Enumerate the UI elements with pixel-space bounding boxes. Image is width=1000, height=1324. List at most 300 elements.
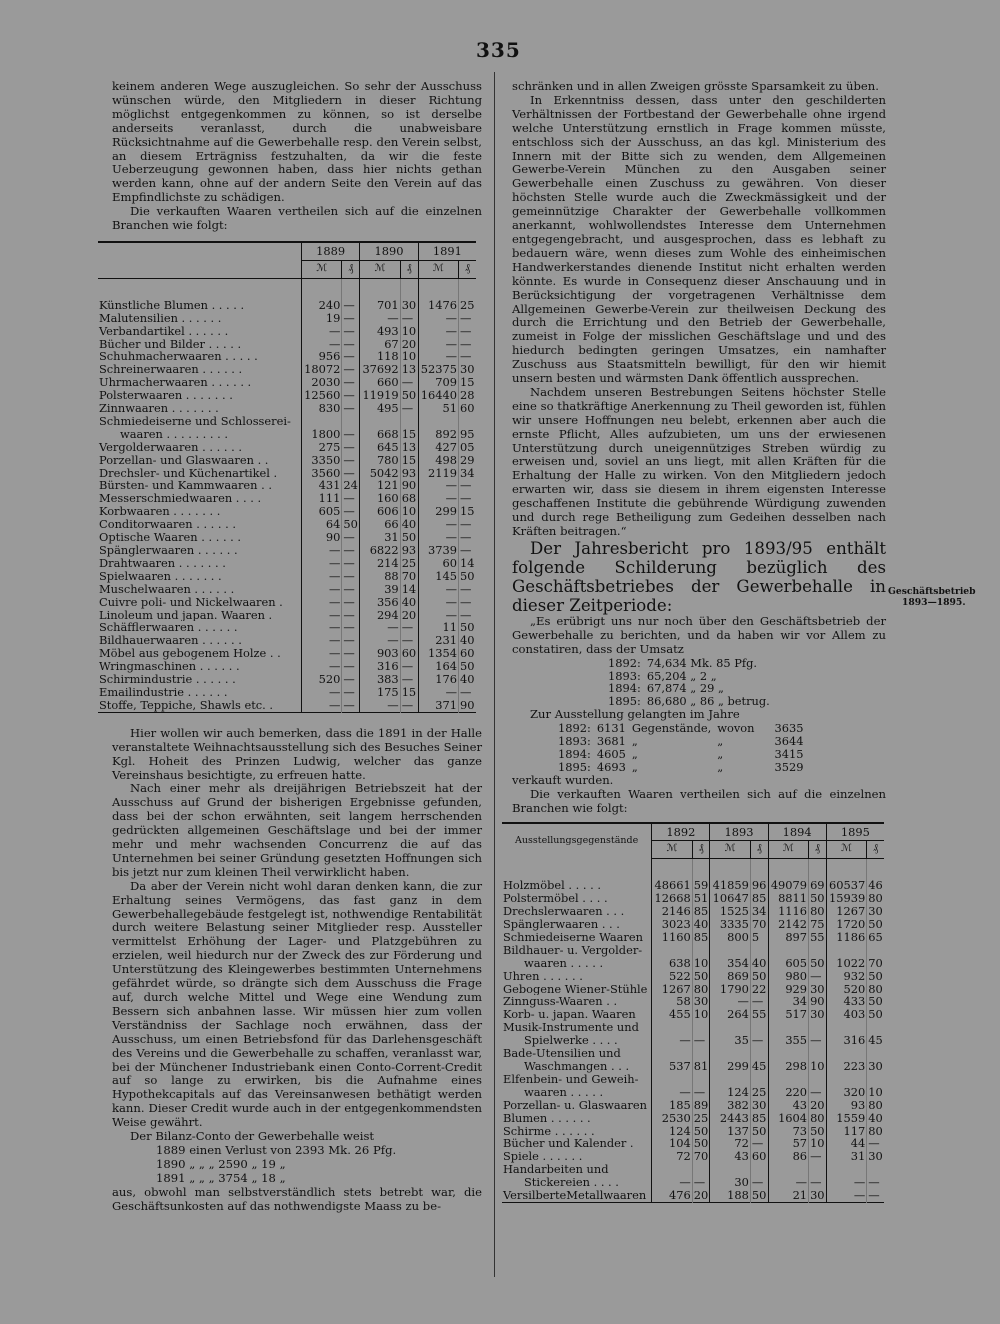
cell-pfennig: — [750,1034,768,1047]
row-label: Drahtwaaren . . . . . . . [99,556,226,570]
table-row [98,570,476,583]
cell-pfennig: — [342,467,360,480]
cell-pfennig: — [400,312,418,325]
cell-pfennig: — [342,325,360,338]
cell-mark: 12560 [302,389,342,402]
cell-pfennig: — [459,479,476,492]
cell-pfennig: 40 [751,955,767,970]
ausstellung-row-cell: 1893: [558,734,591,749]
table-row [98,479,476,492]
cell-pfennig: 30 [693,994,709,1009]
cell-pfennig: 85 [693,929,709,944]
cell-mark [826,1073,866,1086]
cell-mark: 780 [360,454,400,467]
cell-pfennig: 80 [868,891,883,906]
cell-pfennig: 50 [810,891,825,906]
cell-mark: 264 [710,1008,750,1021]
cell-pfennig: 15 [401,426,417,441]
cell-mark: 16440 [418,389,458,402]
ausstellung-row-cell: 3529 [774,759,804,774]
unit-pf-header: ₰ [342,260,360,278]
unit-mark-header: ℳ [652,841,692,859]
cell-pfennig: — [750,995,768,1008]
cell-mark: 118 [360,350,400,363]
row-label: Optische Waaren . . . . . . [99,531,242,544]
sales-table-1889-1891 [98,241,476,713]
cell-mark: 1604 [768,1112,808,1125]
table-row [98,402,476,415]
cell-mark: 476 [652,1189,692,1202]
cell-pfennig [459,415,476,428]
cell-mark: 403 [826,1008,866,1021]
table-row [502,1137,884,1150]
cell-mark: 431 [302,479,342,492]
cell-mark [302,415,342,428]
cell-pfennig: — [459,312,476,325]
cell-pfennig: — [750,1176,768,1189]
cell-pfennig: 80 [868,1123,883,1138]
cell-pfennig [692,1073,710,1086]
ausstellung-row-cell: Gegenstände, [631,721,712,736]
cell-pfennig: 46 [868,878,883,893]
cell-pfennig: — [867,1189,884,1202]
cell-pfennig: 85 [693,904,709,919]
cell-mark: 35 [710,1034,750,1047]
cell-mark: 124 [710,1086,750,1099]
row-label: Bürsten- und Kammwaaren . . [99,479,272,493]
cell-mark: — [418,492,458,505]
cell-mark: 30 [710,1176,750,1189]
table-row [98,544,476,557]
cell-pfennig: 30 [810,981,825,996]
cell-mark: 8811 [768,892,808,905]
unit-mark-header: ℳ [302,260,342,278]
cell-mark: 223 [826,1060,866,1073]
cell-mark: 10647 [710,892,750,905]
cell-mark: 3560 [302,467,342,480]
cell-mark: — [418,686,458,699]
cell-pfennig: 69 [810,878,825,893]
table-row [502,1060,884,1073]
cell-pfennig: 34 [460,465,475,480]
table-row [98,325,476,338]
ausstellung-row-cell: 4605 [596,746,626,761]
cell-mark [652,944,692,957]
cell-mark: 51 [418,402,458,415]
cell-mark: 72 [710,1137,750,1150]
table-row [98,415,476,428]
table-row [98,467,476,480]
cell-pfennig: 15 [460,375,475,390]
cell-pfennig: 80 [810,904,825,919]
cell-mark: 2443 [710,1112,750,1125]
row-label: Gebogene Wiener-Stühle [503,982,648,996]
cell-mark: 6822 [360,544,400,557]
row-label: Vergolderwaaren . . . . . . [99,440,242,454]
cell-mark: 137 [710,1125,750,1138]
cell-mark: — [360,634,400,647]
cell-mark: 1267 [652,983,692,996]
cell-mark: 2146 [652,905,692,918]
cell-mark: 58 [652,995,692,1008]
cell-pfennig: 25 [751,1084,767,1099]
cell-pfennig: — [459,338,476,351]
cell-pfennig: 30 [810,1188,825,1203]
cell-mark: — [826,1189,866,1202]
column-divider [494,72,495,1277]
row-label: Cuivre poli- und Nickelwaaren . [99,595,283,609]
cell-pfennig: 25 [401,555,417,570]
cell-pfennig: 50 [751,1123,767,1138]
cell-mark: 299 [418,505,458,518]
umsatz-row-cell: 65,204 „ 2 „ [646,668,717,683]
row-label: Polsterwaaren . . . . . . . [99,389,233,403]
table-row [98,699,476,712]
cell-mark: 64 [302,518,342,531]
cell-pfennig: — [400,634,418,647]
right-paragraph-5: Zur Ausstellung gelangten im Jahre [530,707,740,722]
cell-mark: 2530 [652,1112,692,1125]
table-row [98,686,476,699]
year-header: 1889 [302,242,360,260]
cell-mark: — [302,686,342,699]
cell-mark: — [302,609,342,622]
cell-pfennig: 28 [460,388,475,403]
cell-pfennig: 50 [810,1123,825,1138]
umsatz-schedule [608,657,776,709]
cell-pfennig: — [342,299,360,312]
cell-mark: 86 [768,1150,808,1163]
row-label: Uhren . . . . . . [503,969,583,983]
cell-pfennig: 80 [868,1097,883,1112]
cell-pfennig: — [459,544,476,557]
umsatz-row-cell: 74,634 Mk. 85 Pfg. [646,655,758,670]
cell-mark [768,944,808,957]
unit-mark-header: ℳ [768,841,808,859]
cell-mark: 41859 [710,879,750,892]
cell-mark: 160 [360,492,400,505]
cell-mark: 43 [768,1099,808,1112]
table-row [98,441,476,454]
cell-pfennig: — [809,1176,827,1189]
right-paragraph-6: verkauft wurden. [512,772,614,787]
umsatz-row-cell: 1892: [608,655,641,670]
cell-mark: 605 [302,505,342,518]
row-label: Musik-Instrumente und [503,1021,639,1035]
cell-mark: 48661 [652,879,692,892]
cell-pfennig: 50 [868,994,883,1009]
cell-mark: 869 [710,970,750,983]
cell-pfennig: — [400,402,418,415]
cell-pfennig: — [867,1137,884,1150]
cell-mark: 39 [360,583,400,596]
row-label: VersilberteMetallwaaren [503,1189,647,1203]
margin-note-line1: Geschäftsbetrieb [888,586,976,597]
row-label: Malutensilien . . . . . . [99,311,222,325]
cell-mark: 52375 [418,363,458,376]
cell-pfennig: 10 [810,1059,825,1073]
cell-mark: 11919 [360,389,400,402]
cell-pfennig: 70 [751,917,767,932]
cell-mark: 299 [710,1060,750,1073]
cell-pfennig: — [342,492,360,505]
cell-mark: 1525 [710,905,750,918]
cell-mark: — [710,995,750,1008]
row-label: Schmiedeiserne und Schlosserei- [99,414,291,428]
cell-pfennig: — [342,621,360,634]
table-row [502,1047,884,1060]
row-label: Wringmaschinen . . . . . . [99,660,240,674]
cell-mark: 1790 [710,983,750,996]
table-row [502,1021,884,1034]
cell-pfennig: — [342,634,360,647]
cell-pfennig: — [459,518,476,531]
cell-mark: 522 [652,970,692,983]
ausstellung-row-cell: 3681 [596,734,626,749]
cell-pfennig: 50 [868,917,883,932]
cell-pfennig: 50 [751,968,767,983]
cell-pfennig: 30 [868,1149,883,1164]
cell-pfennig: — [400,621,418,634]
left-paragraph-1: keinem anderen Wege auszugleichen. So sehr der Ausschuss wünschen würde, den Mitgliedern in dieser Richtung möglichst entgegenkommen zu können, so ist derselbe anderseits veranlasst, durch die unabweisbare Rücksichtnahme auf die Gewerbehalle resp. den Verein selbst, an diesem Erträgniss festzuhalten, da wir die feste Ueberzeugung gewonnen haben, dass hier nichts gethan werden kann, ohne auf der andern Seite den Verein auf das Empfindlichste zu schädigen. [112,79,482,205]
cell-mark: — [418,312,458,325]
cell-pfennig: 65 [868,929,883,944]
cell-pfennig: 80 [810,1110,825,1125]
cell-mark: — [418,531,458,544]
cell-pfennig [809,944,827,957]
cell-pfennig: 50 [810,955,825,970]
right-paragraph-4: „Es erübrigt uns nur noch über den Geschäftsbetrieb der Gewerbehalle zu berichten, und da haben wir vor Allem zu constatiren, dass der Umsatz [512,613,886,656]
unit-pf-header: ₰ [459,260,476,278]
cell-mark: 111 [302,492,342,505]
cell-mark: 145 [418,570,458,583]
cell-mark: — [360,699,400,712]
cell-mark: 383 [360,673,400,686]
cell-pfennig: — [342,350,360,363]
year-header: 1893 [710,823,768,841]
cell-mark: 316 [826,1034,866,1047]
cell-mark: 15939 [826,892,866,905]
cell-pfennig: — [342,544,360,557]
row-label: Blumen . . . . . . [503,1111,591,1125]
row-label: Möbel aus gebogenem Holze . . [99,647,281,661]
cell-pfennig: 50 [693,968,709,983]
cell-pfennig: 13 [401,362,417,377]
cell-mark: — [360,312,400,325]
cell-mark: 932 [826,970,866,983]
cell-mark: 3350 [302,454,342,467]
cell-pfennig: 75 [810,917,825,932]
row-label: Waschmangen . . . [524,1060,630,1073]
left-paragraph-7: aus, obwohl man selbstverständlich stets betrebt war, die Geschäftsunkosten auf das nothwendigste Maass zu be- [112,1184,482,1213]
cell-mark: — [826,1176,866,1189]
cell-mark: — [418,338,458,351]
cell-pfennig: — [342,583,360,596]
umsatz-row-cell: 1894: [608,681,641,696]
cell-mark: 2119 [418,467,458,480]
cell-mark: 220 [768,1086,808,1099]
table-row [98,583,476,596]
cell-mark: 231 [418,634,458,647]
row-label: Polstermöbel . . . . [503,892,608,906]
cell-mark: 495 [360,402,400,415]
row-label: waaren . . . . . [524,1085,604,1099]
cell-mark: — [418,325,458,338]
cell-pfennig: 50 [460,659,475,674]
cell-pfennig: 40 [401,594,417,609]
row-label: Drechslerwaaren . . . [503,905,625,919]
row-label: Spielwaaren . . . . . . . [99,569,222,583]
cell-pfennig: 90 [460,697,475,712]
table-row [98,596,476,609]
cell-pfennig: — [867,1176,884,1189]
cell-mark: 88 [360,570,400,583]
row-label: Elfenbein- und Geweih- [503,1072,639,1086]
table-row [502,1150,884,1163]
table-row [502,957,884,970]
cell-mark: 1720 [826,918,866,931]
cell-mark: 214 [360,557,400,570]
cell-pfennig: 55 [751,1007,767,1022]
row-label: Spänglerwaaren . . . [503,918,620,931]
right-paragraph-3: Nachdem unseren Bestrebungen Seitens höchster Stelle eine so thatkräftige Anerkennung zu Theil geworden ist, fühlen wir unsere Hoffnungen neu belebt, erkennen aber auch die ernste Pflicht, Alles aufzubieten, um uns der erwiesenen Unterstützung durch uneigennütziges Streben würdig zu erweisen und, soviel an uns liegt, mit allen Kräften für die Erhaltung der Halle zu wirken. Von den Mitgliedern jedoch erwarten wir, dass sie diesem in ihrem eigensten Interesse geschaffenen Institute die gebührende Würdigung zuwenden und durch rege Betheiligung zum Gedeihen desselben nach Kräften beitragen.“ [512,384,886,538]
left-paragraph-4: Nach einer mehr als dreijährigen Betriebszeit hat der Ausschuss auf Grund der bisherigen Ergebnisse gefunden, dass bei der schon erwähnten, seit langem herrschenden gedrückten allgemeinen Geschäftslage und bei der immer mehr und mehr wachsenden Concurrenz die auf das Unternehmen bei seiner Gründung gesetzten Hoffnungen sich bis jetzt nur zum kleinen Theil verwirklicht haben. [112,781,482,879]
table-row [98,350,476,363]
cell-mark: 1559 [826,1112,866,1125]
cell-mark: 275 [302,441,342,454]
cell-pfennig [809,1073,827,1086]
cell-pfennig: 85 [751,1110,767,1125]
row-label: Spielwerke . . . . [524,1034,618,1048]
right-paragraph-2: In Erkenntniss dessen, dass unter den geschilderten Verhältnissen der Fortbestand der Gewerbehalle ohne irgend welche Unterstützung ernstlich in Frage kommen müsste, entschloss sich der Ausschuss, an das kgl. Ministerium des Innern mit der Bitte sich zu wenden, dem Allgemeinen Gewerbe-Verein München zu den Ausgaben seiner Gewerbehalle einen Zuschuss zu gewähren. Von dieser höchsten Stelle wurde auch die Zweckmässigkeit und der gemeinnützige Charakter der Gewerbehalle vollkommen anerkannt, wohlwollendstes Interesse dem Unternehmen entgegengebracht, und ausgesprochen, dass es lebhaft zu bedauern wäre, wenn dieses zum Wohle des einheimischen Handwerkerstandes dienende Institut nicht erhalten werden könnte. Es wurde in Consequenz dieser Anschauung und in Berücksichtigung der vorgetragenen Verhältnisse dem Allgemeinen Gewerbe-Verein zur theilweisen Deckung des durch die Errichtung und den Betrieb der Gewerbehalle, zumeist in Folge der misslichen Geschäftslage und und des hiedurch bedingten geringen Umsatzes, ein namhafter Zuschuss aus Staatsmitteln bewilligt, für den wir hiemit unsern besten und wärmsten Dank öffentlich aussprechen. [512,92,886,386]
cell-mark: 3739 [418,544,458,557]
cell-pfennig: 30 [868,1059,883,1073]
cell-pfennig: 85 [751,891,767,906]
row-label: Spiele . . . . . . [503,1150,583,1164]
row-label: waaren . . . . . [524,956,604,970]
cell-pfennig: 30 [868,904,883,919]
cell-pfennig: 34 [751,904,767,919]
cell-mark: 520 [302,673,342,686]
cell-mark: — [418,609,458,622]
row-label: Spänglerwaaren . . . . . . [99,544,238,557]
cell-mark: 124 [652,1125,692,1138]
unit-mark-header: ℳ [710,841,750,859]
cell-mark: — [302,660,342,673]
table-row [98,454,476,467]
table-row [502,1163,884,1176]
cell-pfennig: — [459,325,476,338]
table-row [98,609,476,622]
cell-pfennig: — [400,376,418,389]
cell-mark: 72 [652,1150,692,1163]
row-label: Conditorwaaren . . . . . . [99,518,237,532]
row-label: Bildhauer- u. Vergolder- [503,943,643,957]
cell-mark: 517 [768,1008,808,1021]
unit-pf-header: ₰ [867,841,884,859]
row-label: Bade-Utensilien und [503,1047,621,1060]
cell-pfennig: 50 [460,620,475,635]
cell-mark: 668 [360,428,400,441]
row-label: Bildhauerwaaren . . . . . . [99,634,242,648]
cell-mark: — [652,1034,692,1047]
cell-mark: — [418,350,458,363]
cell-pfennig: — [342,647,360,660]
cell-mark: 800 [710,931,750,944]
row-label: Stoffe, Teppiche, Shawls etc. . [99,698,274,712]
cell-mark: 5042 [360,467,400,480]
cell-pfennig: — [400,673,418,686]
cell-mark: 701 [360,299,400,312]
row-label: Korb- u. japan. Waaren [503,1008,636,1022]
table-row [98,299,476,312]
cell-mark: — [302,544,342,557]
cell-pfennig: 30 [751,1097,767,1112]
margin-note-line2: 1893—1895. [902,597,966,608]
cell-pfennig: — [342,557,360,570]
cell-pfennig: 40 [401,517,417,532]
table-row [98,621,476,634]
row-label: Verbandartikel . . . . . . [99,324,229,338]
cell-mark: 298 [768,1060,808,1073]
year-header: 1891 [418,242,476,260]
cell-mark: 638 [652,957,692,970]
cell-pfennig: — [342,428,360,441]
row-label: Muschelwaaren . . . . . . [99,582,235,596]
cell-mark: 12668 [652,892,692,905]
left-paragraph-6: Der Bilanz-Conto der Gewerbehalle weist [130,1129,375,1144]
row-label: Schreinerwaaren . . . . . . [99,363,243,377]
cell-mark: 1800 [302,428,342,441]
cell-mark [652,1073,692,1086]
cell-pfennig: 5 [750,931,768,944]
ausstellung-row-cell: „ [717,734,724,749]
table-row [502,905,884,918]
cell-mark: 67 [360,338,400,351]
cell-pfennig: 50 [868,1007,883,1022]
ausstellung-schedule [558,722,810,774]
cell-mark: — [418,479,458,492]
cell-pfennig: 20 [810,1097,825,1112]
cell-mark: — [418,518,458,531]
cell-mark: 980 [768,970,808,983]
cell-mark: — [360,621,400,634]
ausstellung-row-cell: 3415 [774,746,804,761]
cell-pfennig: 90 [401,478,417,493]
cell-pfennig: — [342,531,360,544]
table-row [98,660,476,673]
right-paragraph-7: Die verkauften Waaren vertheilen sich auf die einzelnen Branchen wie folgt: [512,786,886,815]
cell-mark [826,944,866,957]
cell-pfennig: 20 [693,1188,709,1203]
cell-mark: 57 [768,1137,808,1150]
cell-mark: — [652,1086,692,1099]
cell-pfennig: 59 [693,878,709,893]
cell-pfennig: — [342,338,360,351]
cell-mark: 104 [652,1137,692,1150]
year-header: 1895 [826,823,884,841]
cell-mark: 354 [710,957,750,970]
left-paragraph-3: Hier wollen wir auch bemerken, dass die 1891 in der Halle veranstaltete Weihnachtsausstellung sich des Besuches Seiner Kgl. Hoheit des Prinzen Ludwig, welcher das ganze Vereinshaus besichtigte, zu erfreuen hatte. [112,725,482,782]
cell-mark: 43 [710,1150,750,1163]
cell-pfennig: — [342,570,360,583]
row-label: Porzellan- u. Glaswaaren [503,1098,647,1112]
table-row [98,634,476,647]
cell-mark: 11 [418,621,458,634]
cell-mark: — [302,570,342,583]
cell-pfennig: 50 [868,968,883,983]
cell-pfennig: 10 [810,1136,825,1151]
